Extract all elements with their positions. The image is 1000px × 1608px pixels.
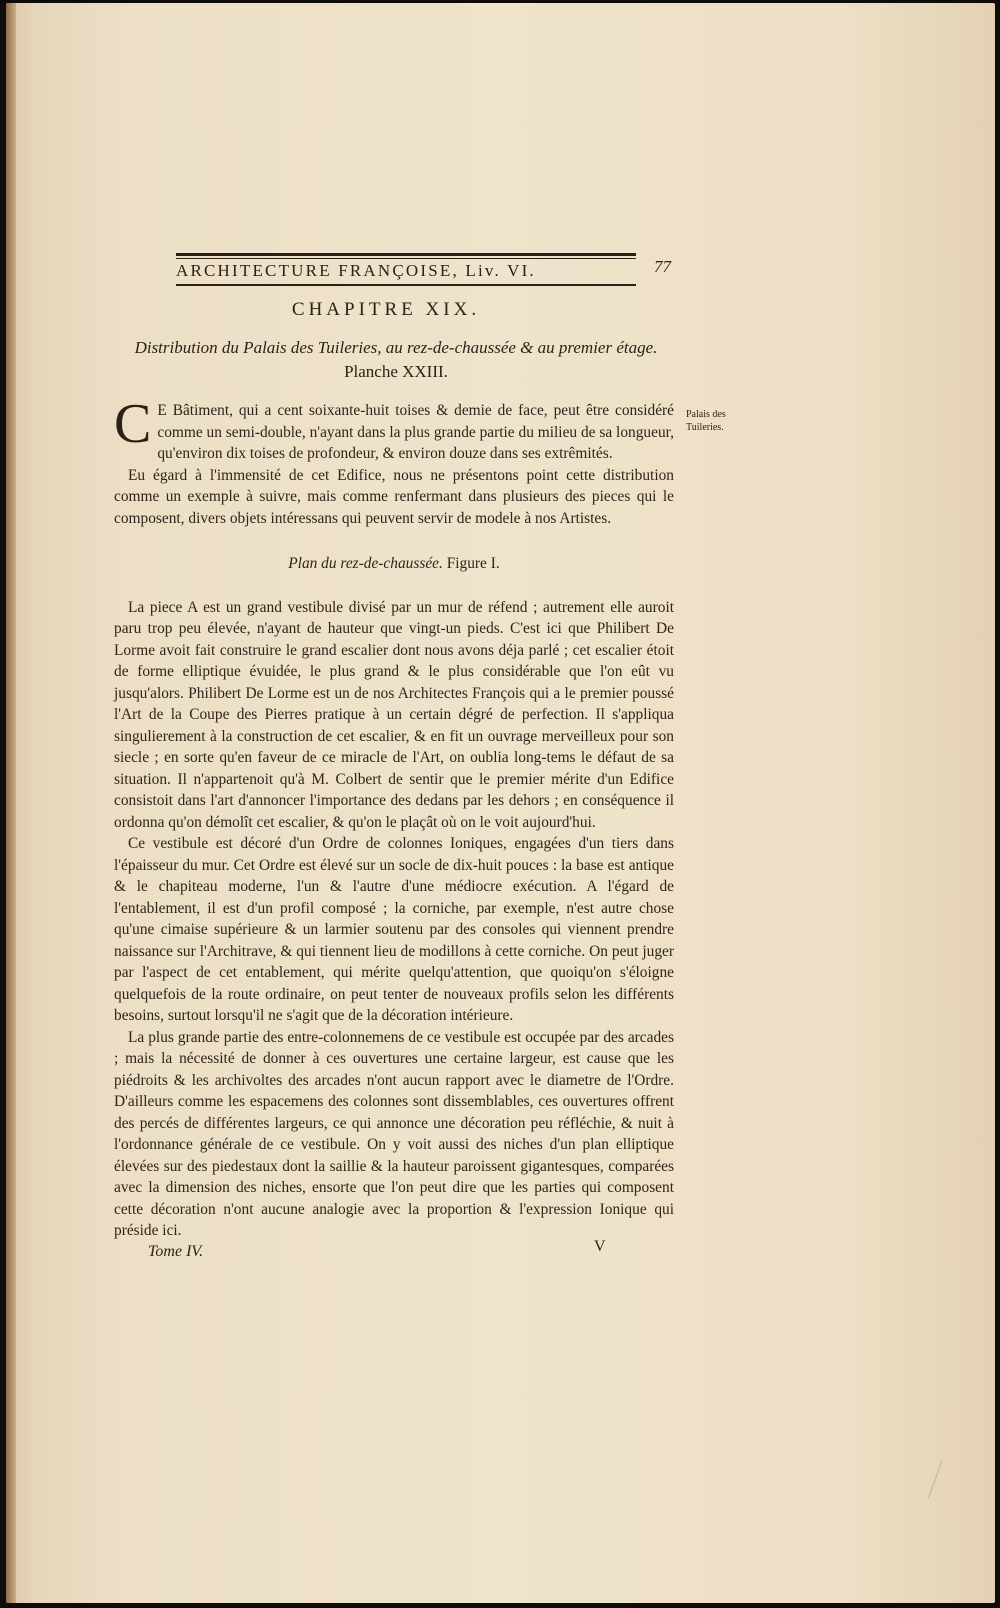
running-title: ARCHITECTURE FRANÇOISE, Liv. VI. [176,261,536,280]
paper-mark [928,1461,961,1506]
intro-paragraph-1-text: E Bâtiment, qui a cent soixante-huit toises & demie de face, peut être considéré comme un semi-double, n'ayant dans la plus grande partie du milieu de sa longueur, qu'environ dix toises de profondeur, & environ douze dans ses extrêmités. [157,402,674,462]
section-paragraph-1: La piece A est un grand vestibule divisé par un mur de réfend ; autrement elle auroit paru trop peu élevée, n'ayant de hauteur que vingt-un pieds. C'est ici que Philibert De Lorme avoit fait construire le grand escalier dont nous avons déja parlé ; cet escalier étoit de forme elliptique évuidée, le plus grand & le plus considérable que l'on eût vu jusqu'alors. Philibert De Lorme est un de nos Architectes François qui a le premier poussé l'Art de la Coupe des Pierres pratique à un certain dégré de perfection. Il s'appliqua singulierement à la construction de cet escalier, & en fit un ouvrage merveilleux pour son siecle ; en sorte qu'en faveur de ce miracle de l'Art, on oublia long-tems le défaut de sa situation. Il n'appartenoit qu'à M. Colbert de sentir que le premier mérite d'un Edifice consistoit dans l'art d'annoncer l'importance des dedans par les dehors ; en conséquence il ordonna qu'on démolît cet escalier, & qu'on le plaçât où on le voit aujourd'hui. [114,598,674,831]
chapter-title: CHAPITRE XIX. [291,299,481,320]
page-spine-shadow [6,3,16,1603]
page-number: 77 [654,257,671,276]
section-figure-ref: Figure I. [446,555,500,572]
section-heading-text: Plan du rez-de-chaussée. [288,555,443,572]
chapter-subtitle [126,336,666,384]
signature-mark: V [594,1238,606,1255]
section-paragraph-3: La plus grande partie des entre-colonnemens de ce vestibule est occupée par des arcades ; mais la nécessité de donner à ces ouvertures une certaine largeur, est cause que les piédroits & les archivoltes des arcades n'ont aucun rapport avec le diametre de l'Ordre. D'ailleurs comme les espacemens des colonnes sont dissemblables, ces ouvertures offrent des percés de différentes largeurs, ce qui annonce une décoration peu réfléchie, & nuit à l'ordonnance générale de ce vestibule. On y voit aussi des niches d'un plan elliptique élevées sur des piedestaux dont la saillie & la hauteur paroissent gigantesques, comparées avec la dimension des niches, ensorte que l'on peut dire que les parties qui composent cette décoration n'ont aucune analogie avec la proportion & l'expression Ionique qui préside ici. [114,1028,674,1239]
intro-paragraph-1 [114,393,674,465]
section-heading [114,553,674,575]
volume-footer: Tome IV. [148,1243,204,1260]
drop-cap: C [114,393,152,455]
chapter-subtitle-text: Distribution du Palais des Tuileries, au rez-de-chaussée & au premier étage. [134,338,658,357]
intro-paragraph-2: Eu égard à l'immensité de cet Edifice, nous ne présentons point cette distribution comme un exemple à suivre, mais comme renfermant dans plusieurs des pieces qui le composent, divers objets intéressans qui peuvent servir de modele à nos Artistes. [114,466,674,527]
book-page [6,3,995,1603]
section-paragraph-2: Ce vestibule est décoré d'un Ordre de colonnes Ioniques, engagées d'un tiers dans l'épaisseur du mur. Cet Ordre est élevé sur un socle de dix-huit pouces : la base est antique & le chapiteau moderne, l'un & l'autre d'une médiocre exécution. A l'égard de l'entablement, il est d'un profil composé ; la corniche, par exemple, n'est autre chose qu'une cimaise supérieure & un larmier soutenu par des consoles qui viennent prendre naissance sur l'Architrave, & qui tiennent lieu de modillons à cette corniche. On peut juger par l'aspect de cet entablement, qui mérite quelqu'attention, que quoiqu'on s'éloigne quelquefois de la route ordinaire, on peut tenter de nouveaux profils selon les différents besoins, surtout lorsqu'il ne s'agit que de la décoration intérieure. [114,835,674,1024]
marginal-note: Palais des Tuileries. [686,409,726,433]
chapter-plate-ref: Planche XXIII. [344,362,448,381]
body-text [114,393,674,1242]
running-header [176,253,636,286]
